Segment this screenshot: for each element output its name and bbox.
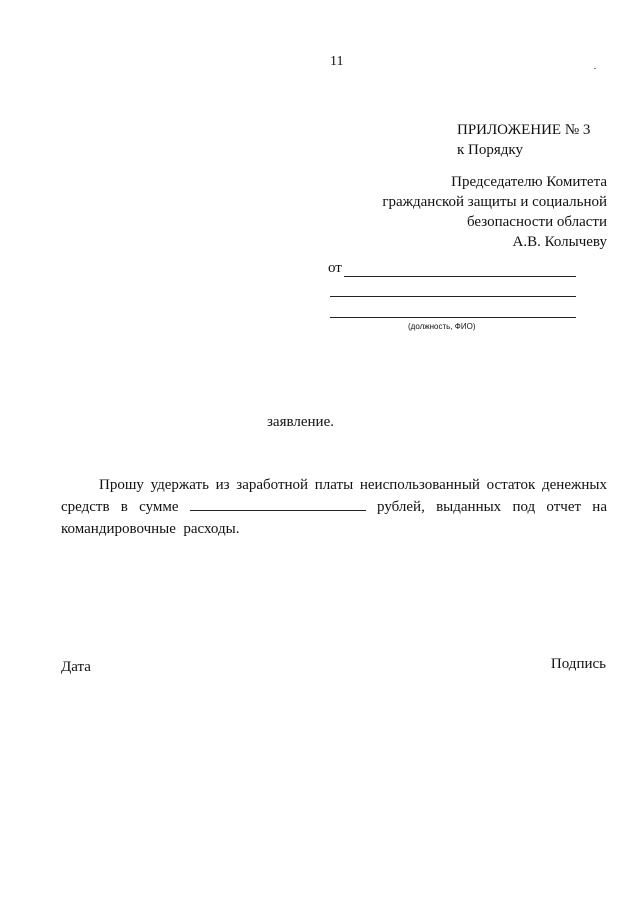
body-line-2: [61, 496, 607, 518]
from-fill-line: [344, 276, 576, 277]
body-line-1: [61, 474, 607, 496]
body-word: платы: [314, 477, 354, 493]
page-number: 11: [330, 54, 344, 69]
body-word: неиспользованный: [359, 477, 480, 493]
body-word: денежных: [542, 477, 607, 493]
from-fill-line: [330, 296, 576, 297]
appendix-title: ПРИЛОЖЕНИЕ № 3: [457, 122, 591, 138]
body-word: из: [215, 477, 230, 493]
addressee-line: гражданской защиты и социальной: [382, 194, 607, 210]
addressee-line: Председателю Комитета: [451, 174, 607, 190]
body-word: остаток: [486, 477, 536, 493]
from-fill-line: [330, 317, 576, 318]
body-word: заработной: [236, 477, 309, 493]
body-word: рублей,: [377, 499, 425, 515]
body-word: удержать: [150, 477, 209, 493]
body-line-3: командировочные расходы.: [61, 521, 240, 537]
body-word: под: [512, 499, 536, 515]
document-title: заявление.: [267, 414, 334, 430]
addressee-line: А.В. Колычеву: [512, 234, 607, 250]
body-word: средств: [61, 499, 110, 515]
appendix-heading: [457, 120, 590, 160]
date-label: Дата: [61, 659, 91, 675]
scan-speck: [594, 68, 596, 69]
from-label: от: [328, 260, 342, 276]
statement-body: [61, 474, 607, 540]
addressee-block: [347, 172, 607, 252]
position-name-caption: (должность, ФИО): [408, 322, 476, 331]
signature-label: Подпись: [550, 656, 606, 672]
addressee-line: безопасности области: [467, 214, 607, 230]
body-word: выданных: [436, 499, 502, 515]
body-word: на: [592, 499, 607, 515]
amount-blank-line: [190, 496, 366, 511]
appendix-subtitle: к Порядку: [457, 142, 523, 158]
body-word: в: [120, 499, 128, 515]
body-word: отчет: [546, 499, 582, 515]
body-word: сумме: [139, 499, 179, 515]
body-word: Прошу: [99, 477, 144, 493]
